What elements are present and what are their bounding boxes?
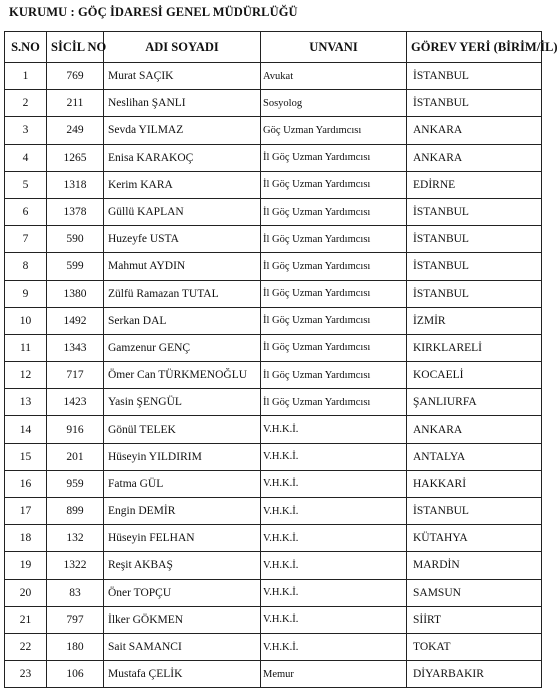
cell-gorev-yeri: HAKKARİ: [407, 470, 542, 497]
cell-sno: 20: [5, 579, 47, 606]
personnel-table: [4, 31, 558, 688]
table-row: [5, 90, 542, 117]
table-row: [5, 334, 542, 361]
cell-adi-soyadi: Gamzenur GENÇ: [104, 334, 261, 361]
cell-unvani: V.H.K.İ.: [261, 579, 407, 606]
cell-unvani: İl Göç Uzman Yardımcısı: [261, 226, 407, 253]
cell-unvani: Sosyolog: [261, 90, 407, 117]
cell-unvani: İl Göç Uzman Yardımcısı: [261, 334, 407, 361]
table-row: [5, 552, 542, 579]
cell-sicil-no: 1423: [47, 389, 104, 416]
cell-adi-soyadi: Kerim KARA: [104, 171, 261, 198]
cell-unvani: İl Göç Uzman Yardımcısı: [261, 362, 407, 389]
cell-gorev-yeri: KIRKLARELİ: [407, 334, 542, 361]
cell-gorev-yeri: İSTANBUL: [407, 198, 542, 225]
cell-unvani: V.H.K.İ.: [261, 443, 407, 470]
cell-adi-soyadi: Enisa KARAKOÇ: [104, 144, 261, 171]
table-row: [5, 63, 542, 90]
table-row: [5, 579, 542, 606]
cell-gorev-yeri: TOKAT: [407, 633, 542, 660]
cell-adi-soyadi: Serkan DAL: [104, 307, 261, 334]
cell-sicil-no: 1492: [47, 307, 104, 334]
cell-sno: 5: [5, 171, 47, 198]
cell-sicil-no: 797: [47, 606, 104, 633]
cell-adi-soyadi: Öner TOPÇU: [104, 579, 261, 606]
cell-unvani: V.H.K.İ.: [261, 498, 407, 525]
cell-gorev-yeri: İSTANBUL: [407, 226, 542, 253]
header-sicil-no: SİCİL NO: [47, 32, 104, 63]
table-row: [5, 525, 542, 552]
cell-adi-soyadi: Reşit AKBAŞ: [104, 552, 261, 579]
cell-sno: 19: [5, 552, 47, 579]
cell-sno: 3: [5, 117, 47, 144]
cell-unvani: İl Göç Uzman Yardımcısı: [261, 280, 407, 307]
cell-sicil-no: 132: [47, 525, 104, 552]
cell-adi-soyadi: Neslihan ŞANLI: [104, 90, 261, 117]
cell-unvani: V.H.K.İ.: [261, 606, 407, 633]
cell-sno: 8: [5, 253, 47, 280]
cell-sicil-no: 1322: [47, 552, 104, 579]
cell-gorev-yeri: İSTANBUL: [407, 280, 542, 307]
cell-unvani: İl Göç Uzman Yardımcısı: [261, 171, 407, 198]
cell-sicil-no: 106: [47, 661, 104, 688]
cell-unvani: Memur: [261, 661, 407, 688]
cell-adi-soyadi: Murat SAÇIK: [104, 63, 261, 90]
cell-sicil-no: 599: [47, 253, 104, 280]
cell-sno: 11: [5, 334, 47, 361]
cell-sno: 18: [5, 525, 47, 552]
cell-adi-soyadi: Hüseyin YILDIRIM: [104, 443, 261, 470]
cell-adi-soyadi: Huzeyfe USTA: [104, 226, 261, 253]
cell-sicil-no: 717: [47, 362, 104, 389]
table-row: [5, 443, 542, 470]
cell-gorev-yeri: İSTANBUL: [407, 498, 542, 525]
cell-sicil-no: 1265: [47, 144, 104, 171]
cell-sno: 23: [5, 661, 47, 688]
table-row: [5, 117, 542, 144]
header-adi-soyadi: ADI SOYADI: [104, 32, 261, 63]
cell-sno: 7: [5, 226, 47, 253]
cell-sno: 10: [5, 307, 47, 334]
cell-sicil-no: 899: [47, 498, 104, 525]
cell-unvani: İl Göç Uzman Yardımcısı: [261, 198, 407, 225]
cell-gorev-yeri: İSTANBUL: [407, 90, 542, 117]
table-row: [5, 470, 542, 497]
table-header: [5, 32, 558, 63]
table-row: [5, 280, 542, 307]
cell-adi-soyadi: Zülfü Ramazan TUTAL: [104, 280, 261, 307]
header-row: [5, 32, 542, 63]
table-row: [5, 253, 542, 280]
cell-unvani: V.H.K.İ.: [261, 633, 407, 660]
cell-sno: 22: [5, 633, 47, 660]
cell-adi-soyadi: Engin DEMİR: [104, 498, 261, 525]
cell-sicil-no: 1343: [47, 334, 104, 361]
cell-sicil-no: 201: [47, 443, 104, 470]
cell-unvani: V.H.K.İ.: [261, 416, 407, 443]
cell-adi-soyadi: İlker GÖKMEN: [104, 606, 261, 633]
table-row: [5, 198, 542, 225]
cell-unvani: İl Göç Uzman Yardımcısı: [261, 144, 407, 171]
cell-sicil-no: 180: [47, 633, 104, 660]
cell-gorev-yeri: ANTALYA: [407, 443, 542, 470]
cell-sno: 6: [5, 198, 47, 225]
cell-adi-soyadi: Mahmut AYDIN: [104, 253, 261, 280]
cell-sno: 4: [5, 144, 47, 171]
cell-gorev-yeri: SAMSUN: [407, 579, 542, 606]
cell-adi-soyadi: Gönül TELEK: [104, 416, 261, 443]
cell-sicil-no: 959: [47, 470, 104, 497]
cell-sno: 13: [5, 389, 47, 416]
cell-sno: 12: [5, 362, 47, 389]
cell-sno: 15: [5, 443, 47, 470]
cell-adi-soyadi: Fatma GÜL: [104, 470, 261, 497]
table-row: [5, 498, 542, 525]
cell-sicil-no: 1378: [47, 198, 104, 225]
cell-gorev-yeri: İSTANBUL: [407, 253, 542, 280]
cell-gorev-yeri: ANKARA: [407, 144, 542, 171]
header-unvani: UNVANI: [261, 32, 407, 63]
header-sno: S.NO: [5, 32, 47, 63]
cell-unvani: Göç Uzman Yardımcısı: [261, 117, 407, 144]
cell-gorev-yeri: EDİRNE: [407, 171, 542, 198]
cell-adi-soyadi: Mustafa ÇELİK: [104, 661, 261, 688]
cell-gorev-yeri: SİİRT: [407, 606, 542, 633]
cell-sicil-no: 211: [47, 90, 104, 117]
cell-gorev-yeri: MARDİN: [407, 552, 542, 579]
cell-unvani: V.H.K.İ.: [261, 525, 407, 552]
table-row: [5, 226, 542, 253]
cell-adi-soyadi: Sait SAMANCI: [104, 633, 261, 660]
cell-unvani: İl Göç Uzman Yardımcısı: [261, 389, 407, 416]
cell-unvani: V.H.K.İ.: [261, 470, 407, 497]
cell-sno: 21: [5, 606, 47, 633]
cell-sno: 16: [5, 470, 47, 497]
cell-sno: 1: [5, 63, 47, 90]
cell-sicil-no: 590: [47, 226, 104, 253]
cell-sicil-no: 1318: [47, 171, 104, 198]
cell-gorev-yeri: ŞANLIURFA: [407, 389, 542, 416]
cell-gorev-yeri: ANKARA: [407, 416, 542, 443]
cell-gorev-yeri: KOCAELİ: [407, 362, 542, 389]
cell-unvani: İl Göç Uzman Yardımcısı: [261, 307, 407, 334]
table-row: [5, 389, 542, 416]
table-row: [5, 307, 542, 334]
cell-unvani: Avukat: [261, 63, 407, 90]
document-title: KURUMU : GÖÇ İDARESİ GENEL MÜDÜRLÜĞÜ: [9, 5, 298, 19]
cell-unvani: İl Göç Uzman Yardımcısı: [261, 253, 407, 280]
table-row: [5, 362, 542, 389]
table-row: [5, 606, 542, 633]
cell-sno: 17: [5, 498, 47, 525]
cell-gorev-yeri: İZMİR: [407, 307, 542, 334]
cell-gorev-yeri: İSTANBUL: [407, 63, 542, 90]
cell-sicil-no: 769: [47, 63, 104, 90]
table-body: [5, 63, 542, 688]
cell-gorev-yeri: ANKARA: [407, 117, 542, 144]
cell-sicil-no: 1380: [47, 280, 104, 307]
cell-gorev-yeri: KÜTAHYA: [407, 525, 542, 552]
cell-sno: 2: [5, 90, 47, 117]
table-row: [5, 633, 542, 660]
cell-sicil-no: 83: [47, 579, 104, 606]
table-row: [5, 416, 542, 443]
table-row: [5, 661, 542, 688]
cell-adi-soyadi: Yasin ŞENGÜL: [104, 389, 261, 416]
cell-adi-soyadi: Sevda YILMAZ: [104, 117, 261, 144]
cell-unvani: V.H.K.İ.: [261, 552, 407, 579]
cell-adi-soyadi: Hüseyin FELHAN: [104, 525, 261, 552]
cell-sicil-no: 916: [47, 416, 104, 443]
cell-adi-soyadi: Güllü KAPLAN: [104, 198, 261, 225]
cell-sno: 14: [5, 416, 47, 443]
table-row: [5, 171, 542, 198]
cell-gorev-yeri: DİYARBAKIR: [407, 661, 542, 688]
cell-sicil-no: 249: [47, 117, 104, 144]
cell-adi-soyadi: Ömer Can TÜRKMENOĞLU: [104, 362, 261, 389]
cell-sno: 9: [5, 280, 47, 307]
table-row: [5, 144, 542, 171]
header-gorev-yeri: GÖREV YERİ (BİRİM/İL): [407, 32, 542, 63]
